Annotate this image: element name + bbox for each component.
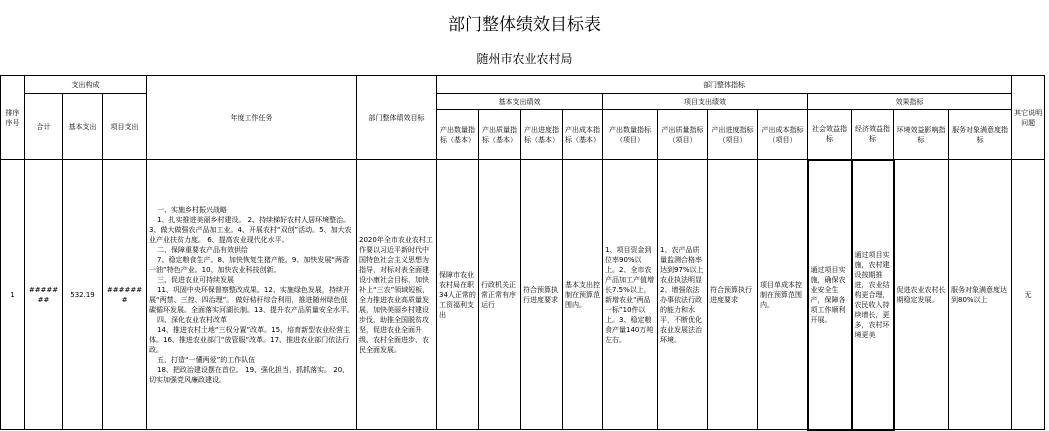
task-line: 18、把政治建设摆在首位。 19、强化担当，抓抓落实。 20、切实加强党风廉政建设。 <box>149 365 350 384</box>
b-quality-header: 产出质量指标（基本） <box>479 110 521 160</box>
basic-group-header: 基本支出绩效 <box>437 94 603 110</box>
row-p-progress: 符合预算执行进度要求 <box>708 160 758 430</box>
row-basic: 532.19 <box>63 160 103 430</box>
basic-header: 基本支出 <box>63 94 103 160</box>
row-b-quantity: 保障市农业农村局在职34人正常的工资福利支出 <box>437 160 479 430</box>
row-total: ####### <box>25 160 63 430</box>
p-progress-header: 产出进度指标（项目） <box>708 110 758 160</box>
satisfaction-header: 服务对象满意度指标 <box>949 110 1012 160</box>
total-header: 合计 <box>25 94 63 160</box>
remarks-header: 其它说明问题 <box>1012 76 1045 160</box>
row-p-quantity: 1、项目资金到位率90%以上。2、全市农产品加工产值增长7.5%以上，新增农业“两品一标”10件以上。3、稳定粮食产量140万吨左右。 <box>603 160 658 430</box>
row-remarks: 无 <box>1012 160 1045 430</box>
task-line: 四、深化农业农村改革 <box>157 315 227 324</box>
task-line: 11、巩固中央环保督察整改成果。12、实施绿色发展，持续开展“两禁、三控、四治理”。 做好秸秆综合利用，推进随州绿色低碳循环发展。全面落实河湖长制。13、提升农产品质量安全水平。 <box>149 285 354 314</box>
task-line: 五、打造“一懂两爱”的工作队伍 <box>157 355 256 364</box>
row-seq: 1 <box>1 160 25 430</box>
row-project: ####### <box>103 160 147 430</box>
table-row <box>1 160 1045 430</box>
row-social: 通过项目实施，确保农业安全生产，保障各项工作顺利开展。 <box>808 160 852 430</box>
task-line: 1、扎实推进美丽乡村建设。 2、持续梯好农村人居环境整治。3、做大做强农产品加工业。4、开展农村“双创”活动。5、加大农业产业扶贫力度。 6、提高农业现代化水平。 <box>149 215 352 244</box>
row-p-cost: 项目单成本控制在预算范围内。 <box>758 160 808 430</box>
row-b-quality: 行政机关正常正常有序运行 <box>479 160 521 430</box>
row-tasks <box>147 160 357 430</box>
row-environment: 促进农业农村长期稳定发展。 <box>894 160 949 430</box>
row-dept-goal: 2020年全市农业农村工作要以习近平新时代中国特色社会主义思想为指导，对标对表全面建设小康社会目标，加快补上“三农”领域短板，全力推进农业高质量发展，加快美丽乡村建设步伐，助推全国脱贫攻坚，促进农业全面升级、农村全面进步、农民全面发展。 <box>357 160 437 430</box>
effect-group-header: 效果指标 <box>808 94 1012 110</box>
task-line: 三、促进农业可持续发展 <box>157 275 234 284</box>
dept-goal-header: 部门整体绩效目标 <box>357 76 437 160</box>
social-header: 社会效益指标 <box>808 110 852 160</box>
p-quality-header: 产出质量指标（项目） <box>658 110 708 160</box>
page-title: 部门整体绩效目标表 <box>448 15 601 35</box>
indicators-header: 部门整体指标 <box>437 76 1012 94</box>
economic-header: 经济效益指标 <box>852 110 894 160</box>
unit-name: 随州市农业农村局 <box>476 52 573 66</box>
b-progress-header: 产出进度指标（基本） <box>521 110 563 160</box>
p-quantity-header: 产出数量指标（项目） <box>603 110 658 160</box>
task-line: 二、保障重要农产品有效供给 <box>157 245 248 254</box>
p-cost-header: 产出成本指标（项目） <box>758 110 808 160</box>
performance-table <box>0 75 1045 431</box>
project-header: 项目支出 <box>103 94 147 160</box>
b-quantity-header: 产出数量指标（基本） <box>437 110 479 160</box>
task-line: 7、稳定粮食生产。8、加快恢复生猪产能。9、加快发展“两香一油”特色产业。10、加快农业科技创新。 <box>149 255 349 274</box>
task-line: 一、实施乡村振兴战略 <box>157 205 227 214</box>
row-b-progress: 符合预算执行进度要求 <box>521 160 563 430</box>
row-p-quality: 1、农产品质量监测合格率达到97%以上农业执法明显2、增强依法办事依法行政的能力和水平，不断优化农业发展法治环境。 <box>658 160 708 430</box>
expenditure-header: 支出构成 <box>25 76 147 94</box>
project-group-header: 项目支出绩效 <box>603 94 808 110</box>
b-cost-header: 产出成本指标（基本） <box>563 110 603 160</box>
row-economic: 通过项目实施，农村建设按期推进，农业结构更合理，农民收入持续增长，更多，农村环境更美 <box>852 160 894 430</box>
row-satisfaction: 服务对象满意度达到80%以上 <box>949 160 1012 430</box>
seq-header: 排序序号 <box>1 76 25 160</box>
annual-tasks-header: 年度工作任务 <box>147 76 357 160</box>
row-b-cost: 基本支出控制在预算范围内。 <box>563 160 603 430</box>
environment-header: 环境效益影响指标 <box>894 110 949 160</box>
task-line: 14、推进农村土地“三权分置”改革。15、培育新型农业经营主体。16、推进农业部门“放管服”改革。17、推进农业部门依法行政。 <box>149 325 351 354</box>
